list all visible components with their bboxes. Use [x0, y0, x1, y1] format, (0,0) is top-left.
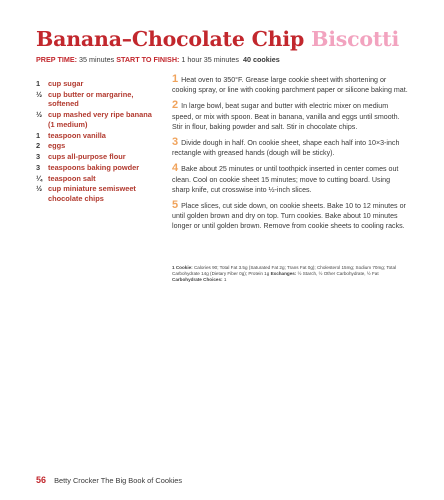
ingredient-text: teaspoons baking powder: [48, 162, 140, 172]
prep-time-label: PREP TIME:: [36, 55, 78, 64]
step-number: 2: [172, 99, 179, 112]
exchanges-label: Exchanges:: [270, 271, 297, 276]
step-text: Bake about 25 minutes or until toothpick inserted in center comes out clean. Cool on cookie sheet 15 minutes; move to cutting board. Using sharp knife, cut crosswise into ½-inch slices.: [172, 165, 399, 194]
carb-choices-value: 1: [223, 277, 227, 282]
start-to-finish-label: START TO FINISH:: [116, 55, 180, 64]
direction-steps: [172, 74, 408, 237]
ingredient-item: [36, 141, 154, 151]
carb-choices-label: Carbohydrate Choices:: [172, 277, 223, 282]
ingredient-qty: 3: [36, 152, 41, 162]
recipe-title-accent: Biscotti: [311, 27, 400, 51]
step-text: Place slices, cut side down, on cookie sheets. Bake 10 to 12 minutes or until golden brown and dry on top. Turn cookies. Bake about 10 minutes longer or until golden brown. Remove from cookie sheets to cooling racks.: [172, 202, 406, 231]
ingredient-text: cup butter or margarine, softened: [48, 89, 134, 109]
nutrition-lead: 1 Cookie:: [172, 265, 193, 270]
prep-time-value: 35 minutes: [79, 55, 115, 64]
direction-step: [172, 200, 408, 232]
recipe-title-main: Banana–Chocolate Chip: [36, 27, 305, 51]
book-title: Betty Crocker The Big Book of Cookies: [54, 476, 183, 485]
step-text: In large bowl, beat sugar and butter with electric mixer on medium speed, or mix with spoon. Beat in banana, vanilla and eggs until smooth. Stir in flour, baking powder and salt. Stir in chocolate chips.: [172, 102, 400, 131]
ingredient-qty: 2: [36, 141, 41, 151]
ingredient-qty: ½: [36, 184, 43, 194]
direction-step: [172, 74, 408, 95]
ingredient-qty: ¼: [36, 173, 43, 183]
ingredient-text: eggs: [48, 141, 66, 151]
ingredient-qty: 1: [36, 130, 41, 140]
ingredient-qty: 3: [36, 162, 41, 172]
step-number: 5: [172, 199, 179, 212]
page-footer: [36, 475, 182, 486]
nutrition-info: [172, 265, 408, 283]
recipe-meta: [36, 55, 280, 65]
servings: 40 cookies: [242, 55, 280, 64]
ingredient-text: teaspoon salt: [48, 173, 96, 183]
ingredient-item: [36, 79, 154, 89]
direction-step: [172, 163, 408, 195]
ingredient-item: [36, 131, 154, 141]
direction-step: [172, 100, 408, 132]
ingredient-item: [36, 110, 154, 129]
ingredient-item: [36, 184, 154, 203]
ingredient-text: cups all-purpose flour: [48, 152, 126, 162]
ingredient-list: [36, 79, 154, 205]
recipe-title: [36, 26, 399, 52]
ingredient-item: [36, 163, 154, 173]
nutrition-body: Calories 90; Total Fat 3.5g (Saturated Fat 2g; Trans Fat 0g); Cholesterol 15mg; Sodium 70mg; Total Carbohydrate 14g (Dietary Fiber 0g); Protein 1g: [172, 265, 397, 276]
ingredient-qty: ½: [36, 89, 43, 99]
ingredient-qty: 1: [36, 79, 41, 88]
step-number: 4: [172, 162, 179, 175]
ingredient-text: cup miniature semisweet chocolate chips: [48, 184, 136, 204]
step-number: 3: [172, 136, 179, 149]
ingredient-item: [36, 90, 154, 109]
ingredient-text: cup mashed very ripe banana (1 medium): [48, 110, 152, 129]
page-number: 56: [36, 475, 47, 485]
start-to-finish-value: 1 hour 35 minutes: [181, 55, 239, 64]
direction-step: [172, 137, 408, 158]
exchanges-value: ½ Starch, ½ Other Carbohydrate, ½ Fat: [297, 271, 379, 276]
ingredient-text: teaspoon vanilla: [48, 130, 106, 140]
ingredient-item: [36, 152, 154, 162]
step-text: Divide dough in half. On cookie sheet, shape each half into 10×3-inch rectangle with greased hands (dough will be sticky).: [172, 139, 400, 158]
ingredient-item: [36, 174, 154, 184]
step-number: 1: [172, 73, 179, 85]
step-text: Heat oven to 350°F. Grease large cookie sheet with shortening or cooking spray, or line with cooking parchment paper or silicone baking mat.: [172, 76, 408, 95]
ingredient-qty: ½: [36, 110, 43, 120]
ingredient-text: cup sugar: [48, 79, 84, 88]
